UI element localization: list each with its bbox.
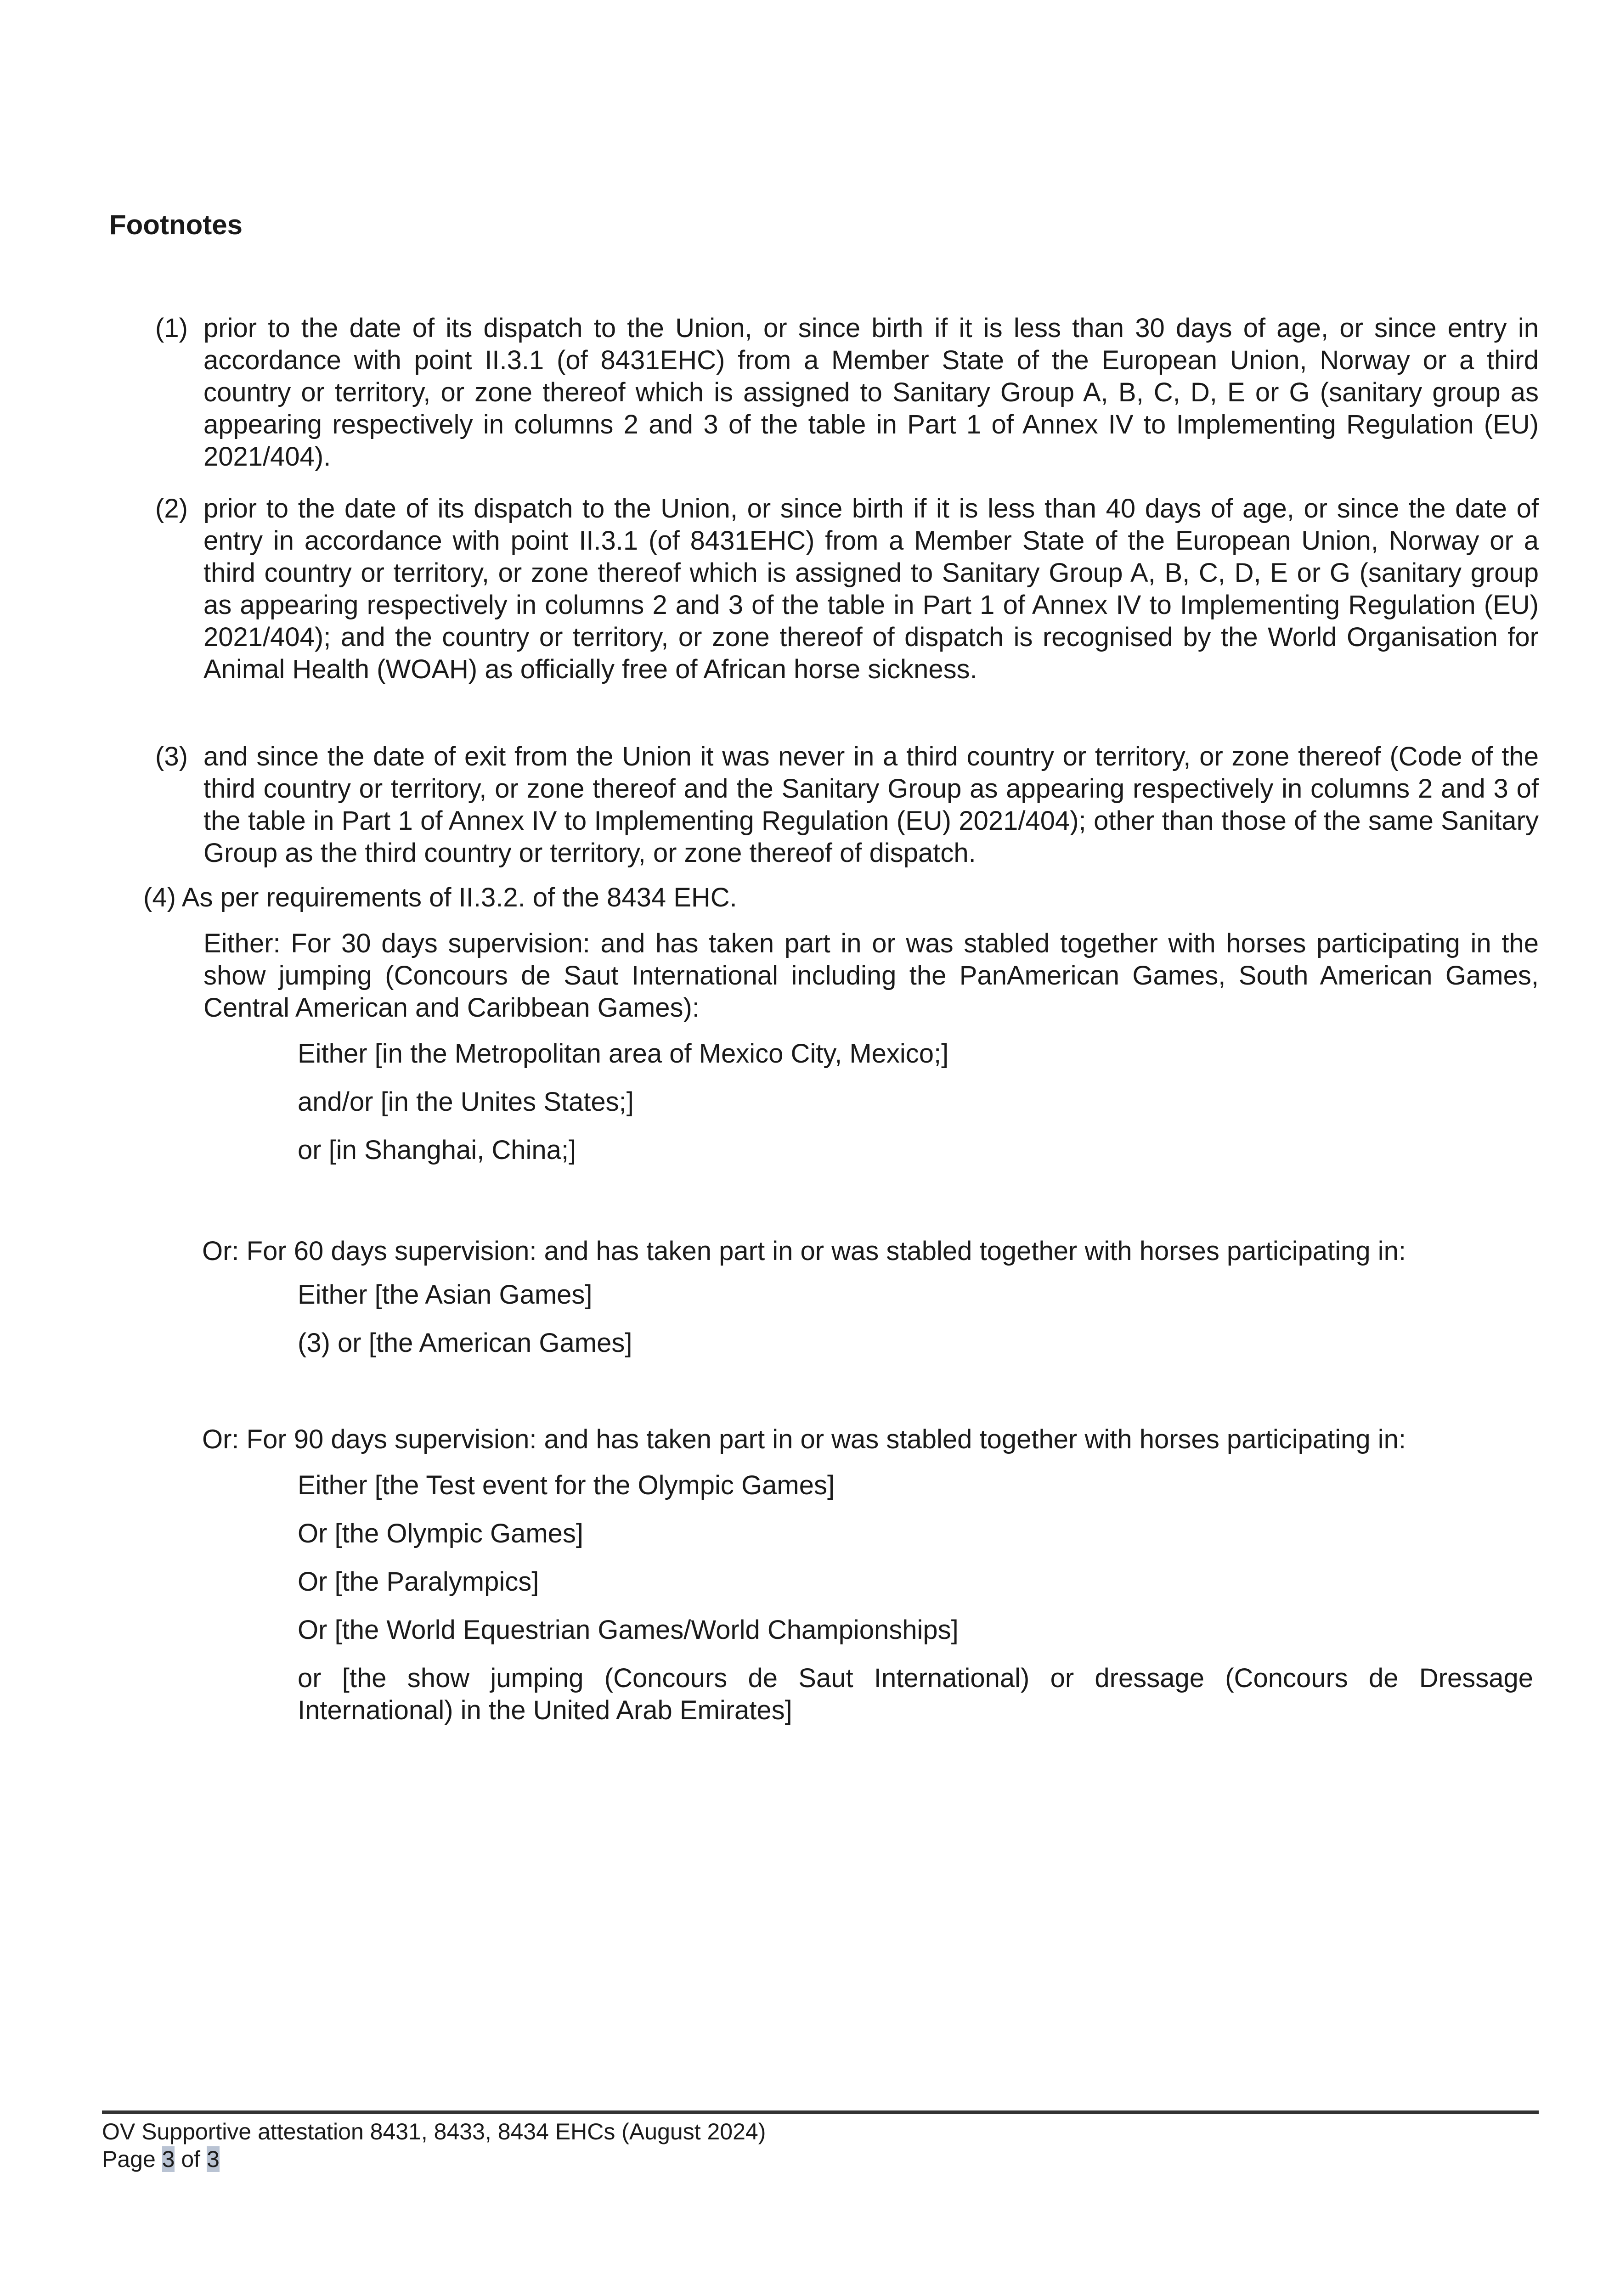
page-number: Page 3 of 3 [102,2146,220,2172]
footnotes-heading: Footnotes [109,209,243,240]
supervision-30-days: Either: For 30 days supervision: and has taken part in or was stabled together with horses participating in the show jumping (Concours de Saut International including the PanAmerican Games, South American Games, Central American and Caribbean Games): [203,929,1539,1023]
footer-title: OV Supportive attestation 8431, 8433, 8434 EHCs (August 2024) [102,2119,766,2144]
list-item: Or [the Olympic Games] [298,1519,584,1548]
footnote-1 [155,312,1539,473]
footnote-3 [155,741,1539,869]
total-pages: 3 [206,2146,220,2172]
list-item: Or [the Paralympics] [298,1567,539,1597]
footnote-number: (3) [155,742,188,771]
list-item: or [in Shanghai, China;] [298,1135,576,1165]
list-item: or [the show jumping (Concours de Saut International) or dressage (Concours de Dressage International) in the United Arab Emirates] [298,1663,1533,1725]
footnote-4-intro: (4) As per requirements of II.3.2. of the 8434 EHC. [143,883,737,912]
footnote-text: prior to the date of its dispatch to the Union, or since birth if it is less than 30 days of age, or since entry in accordance with point II.3.1 (of 8431EHC) from a Member State of the European Union, Norway or a third country or territory, or zone thereof which is assigned to Sanitary Group A, B, C, D, E or G (sanitary group as appearing respectively in columns 2 and 3 of the table in Part 1 of Annex IV to Implementing Regulation (EU) 2021/404). [203,313,1539,472]
list-item: Or [the World Equestrian Games/World Championships] [298,1615,959,1645]
footnote-2 [155,493,1539,686]
list-item: (3) or [the American Games] [298,1328,632,1358]
list-item: Either [the Test event for the Olympic Games] [298,1470,835,1500]
footnote-number: (1) [155,313,188,343]
list-item: and/or [in the Unites States;] [298,1087,634,1117]
supervision-90-days: Or: For 90 days supervision: and has taken part in or was stabled together with horses participating in: [202,1424,1406,1454]
list-item: Either [the Asian Games] [298,1280,593,1310]
page-footer [102,2118,766,2173]
footer-divider [102,2110,1539,2114]
footnote-number: (2) [155,494,188,523]
list-item: Either [in the Metropolitan area of Mexico City, Mexico;] [298,1039,949,1069]
footnote-text: and since the date of exit from the Union it was never in a third country or territory, or zone thereof (Code of the third country or territory, or zone thereof and the Sanitary Group as appearing respectively in columns 2 and 3 of the table in Part 1 of Annex IV to Implementing Regulation (EU) 2021/404); other than those of the same Sanitary Group as the third country or territory, or zone thereof of dispatch. [203,742,1539,868]
current-page: 3 [162,2146,175,2172]
footnote-text: prior to the date of its dispatch to the Union, or since birth if it is less than 40 days of age, or since the date of entry in accordance with point II.3.1 (of 8431EHC) from a Member State of the European Union, Norway or a third country or territory, or zone thereof which is assigned to Sanitary Group A, B, C, D, E or G (sanitary group as appearing respectively in columns 2 and 3 of the table in Part 1 of Annex IV to Implementing Regulation (EU) 2021/404); and the country or territory, or zone thereof of dispatch is recognised by the World Organisation for Animal Health (WOAH) as officially free of African horse sickness. [203,494,1539,684]
supervision-60-days: Or: For 60 days supervision: and has taken part in or was stabled together with horses participating in: [202,1236,1406,1266]
